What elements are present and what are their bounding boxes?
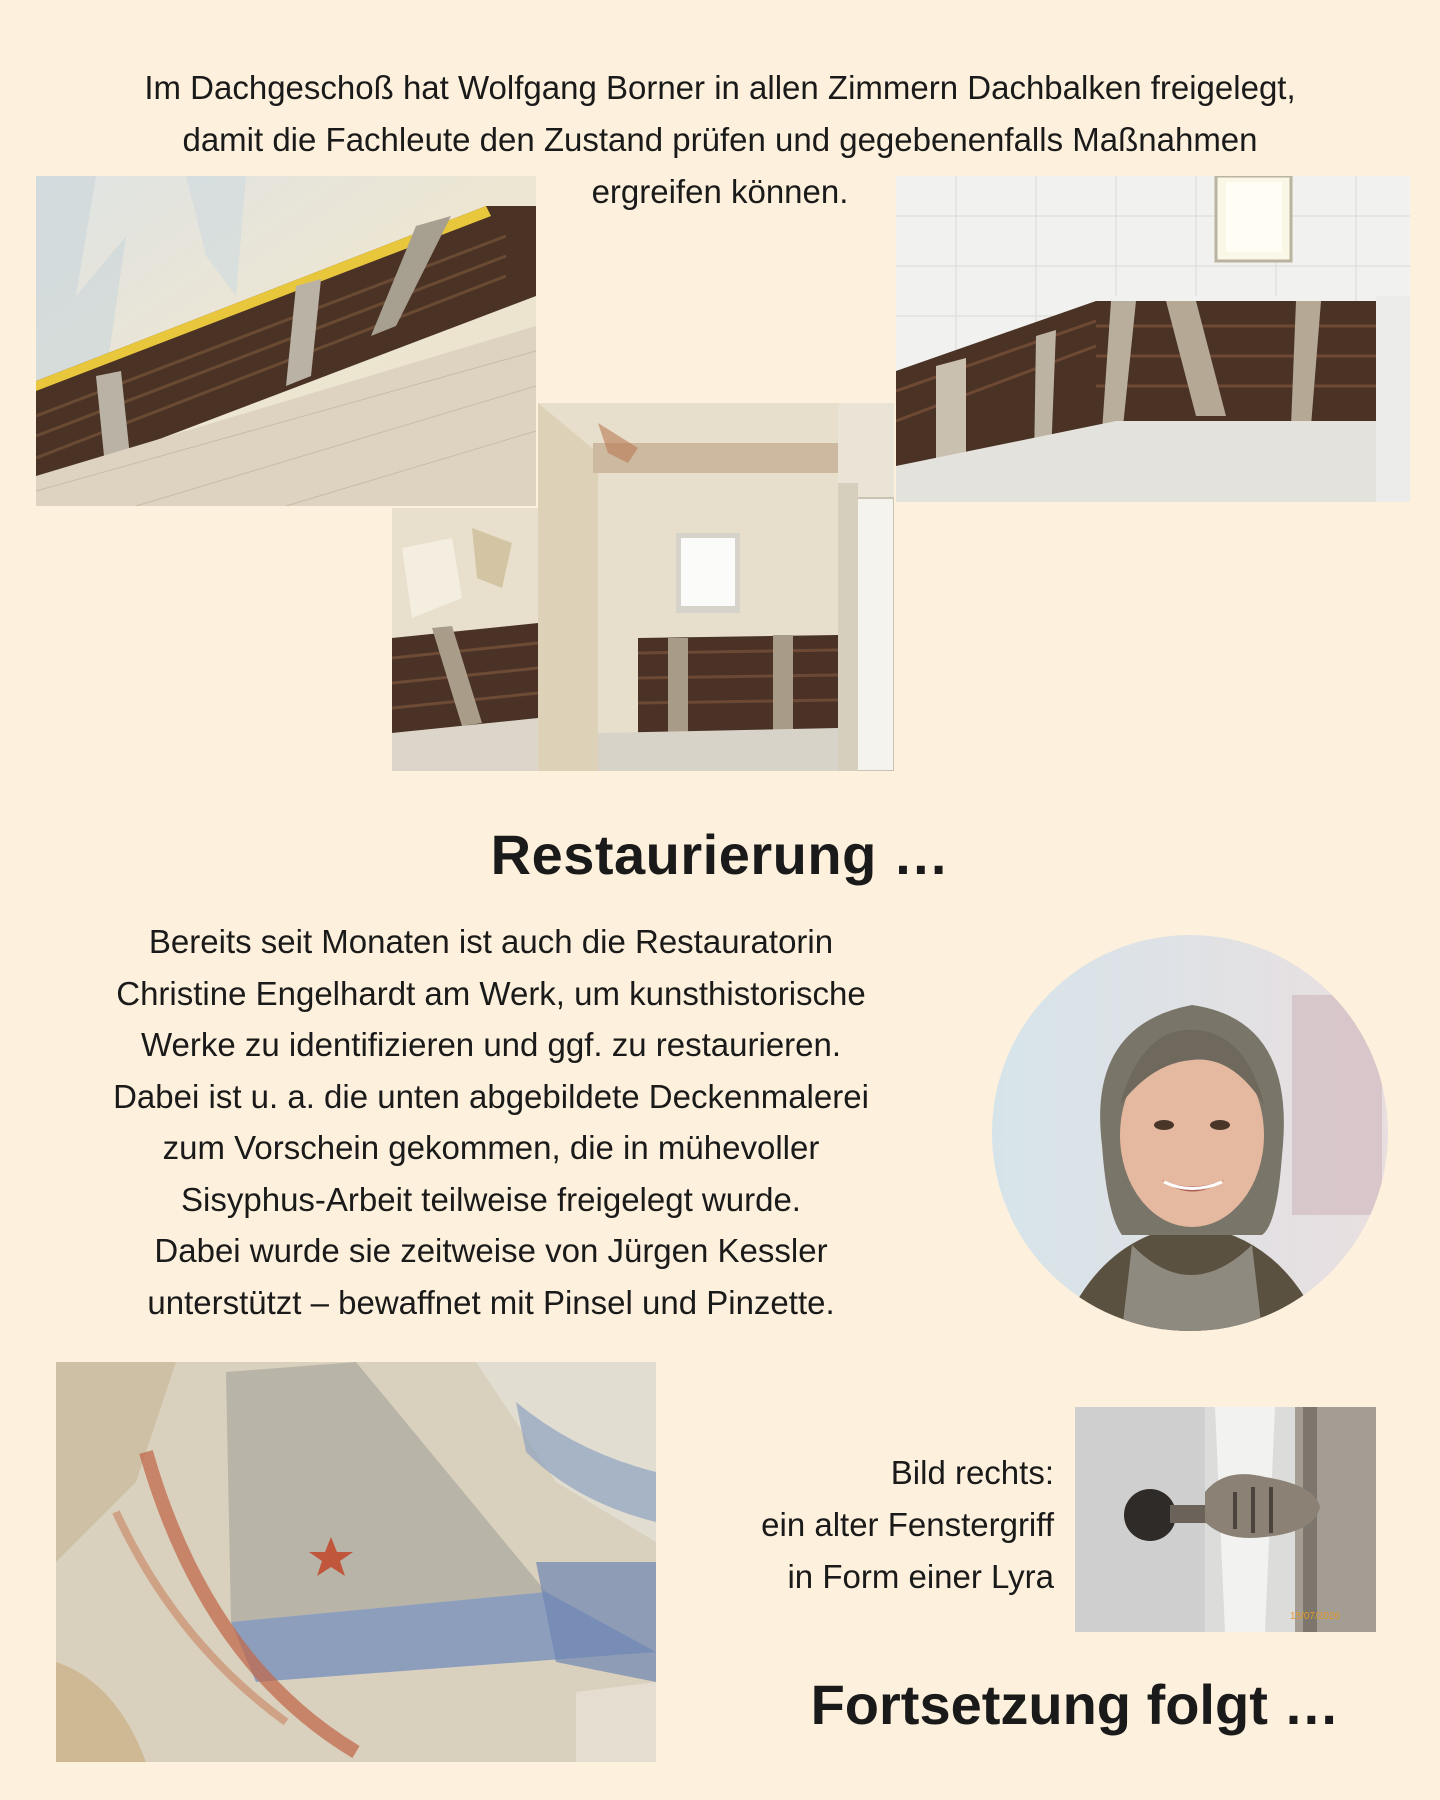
restauration-line: unterstützt – bewaffnet mit Pinsel und Pinzette. xyxy=(147,1283,835,1321)
caption-line: Bild rechts: xyxy=(890,1454,1054,1491)
restauration-line: Bereits seit Monaten ist auch die Restauratorin xyxy=(148,923,834,960)
attic-beams-photo-right xyxy=(896,176,1410,502)
intro-line: damit die Fachleute den Zustand prüfen und gegebenenfalls Maßnahmen xyxy=(182,121,1258,158)
handle-caption xyxy=(660,1447,1054,1603)
attic-beams-photo-left xyxy=(36,176,536,506)
restauration-line: Christine Engelhardt am Werk, um kunsthistorische xyxy=(116,974,866,1012)
caption-line: ein alter Fenstergriff xyxy=(761,1506,1054,1543)
restauration-line: Werke zu identifizieren und ggf. zu restaurieren. xyxy=(140,1026,842,1063)
attic-window-room-photo xyxy=(538,403,894,771)
restauration-line: zum Vorschein gekommen, die in mühevoller xyxy=(162,1129,820,1166)
intro-line: ergreifen können. xyxy=(591,173,849,210)
intro-line: Im Dachgeschoß hat Wolfgang Borner in allen Zimmern Dachbalken freigelegt, xyxy=(144,69,1296,106)
restauration-text xyxy=(36,916,946,1328)
restauration-line: Dabei wurde sie zeitweise von Jürgen Kessler xyxy=(154,1232,828,1269)
restauration-line: Dabei ist u. a. die unten abgebildete Deckenmalerei xyxy=(113,1077,869,1115)
caption-line: in Form einer Lyra xyxy=(787,1558,1054,1595)
ceiling-painting-photo xyxy=(56,1362,656,1762)
restauration-heading: Restaurierung … xyxy=(490,823,950,886)
restauration-line: Sisyphus-Arbeit teilweise freigelegt wurde. xyxy=(181,1180,801,1218)
window-handle-photo xyxy=(1075,1407,1376,1632)
closing-heading: Fortsetzung folgt … xyxy=(810,1673,1340,1736)
restorer-portrait xyxy=(992,935,1388,1331)
photo-date-stamp: 15/07/2026 xyxy=(1289,1611,1341,1622)
attic-room-photo-small xyxy=(392,508,538,771)
